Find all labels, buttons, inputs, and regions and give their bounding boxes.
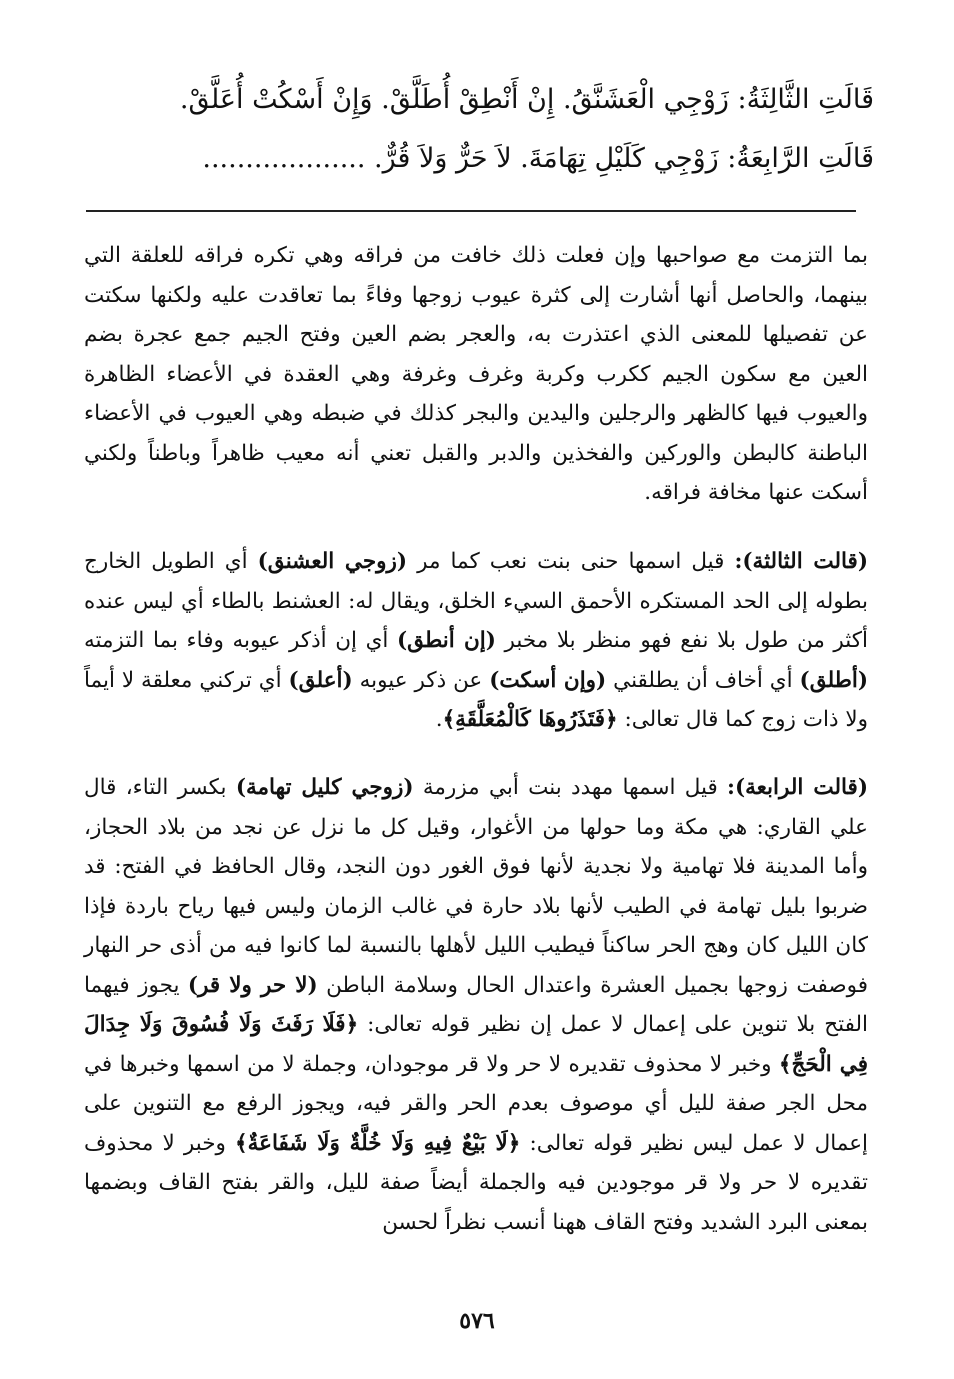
paragraph-text: يجوز فيهما الفتح بلا تنوين على إعمال لا عمل إن نظير قوله تعالى: xyxy=(84,972,869,1037)
paragraph-text: أي أخاف أن يطلقني xyxy=(606,667,800,693)
paragraph-text: وخبر لا محذوف تقديره لا حر ولا قر موجودان، وجملة لا من اسمها وخبرها في محل الجر صفة لليل أي موصوف بعدم الحر والقر فيه، ويجوز الرفع مع التنوين على إعمال لا عمل ليس نظير قوله تعالى: xyxy=(84,1051,868,1156)
quoted-phrase: (أعلق) xyxy=(288,667,353,693)
paragraph-text: أي تركني معلقة لا أيماً ولا ذات زوج كما قال تعالى: xyxy=(84,667,868,732)
commentary-paragraph-1: بما التزمت مع صواحبها وإن فعلت ذلك خافت من فراقه وهي تكره فراقه للعلقة التي بينهما، والحاصل أنها أشارت إلى كثرة عيوب زوجها وفاءً بما تعاقدت عليه ولكنها سكتت عن تفصيلها للمعنى الذي اعتذرت به، والعجر بضم العين وفتح الجيم جمع عجرة بضم العين مع سكون الجيم ككرب وكربة وغرف وغرفة وهي العقدة في الأعضاء الظاهرة والعيوب فيها كالظهر والرجلين واليدين والبجر كذلك في ضبطه وهي العيوب في الأعضاء الباطنة كالبطن والوركين والفخذين والدبر والقبل تعني أنه معيب ظاهراً وباطناً ولكني أسكت عنها مخافة فراقه. xyxy=(84,243,868,505)
paragraph-text: وخبر لا محذوف تقديره لا حر ولا قر موجودين فيه والجملة أيضاً صفة لليل، والقر بفتح القاف وبضمها بمعنى البرد الشديد وفتح القاف ههنا أنسب نظراً لحسن xyxy=(84,1130,868,1235)
commentary-paragraph-2 xyxy=(84,542,868,740)
commentary-paragraph-3 xyxy=(84,768,868,1242)
quoted-phrase: (أطلق) xyxy=(799,667,869,693)
paragraph-text: بكسر التاء، قال علي القاري: هي مكة وما حولها من الأغوار، وقيل كل ما نزل عن نجد من بلاد الحجاز، وأما المدينة فلا تهامية ولا نجدية لأنها فوق الغور دون النجد، وقال الحافظ في الفتح: قد ضربوا بليل تهامة في الطيب لأنها بلاد حارة في غالب الزمان وليس فيها رياح باردة فإذا كان الليل كان وهج الحر ساكناً فيطيب الليل لأهلها بالنسبة لما كانوا فيه من أذى حر النهار فوصفت زوجها بجميل العشرة واعتدال الحال وسلامة الباطن xyxy=(84,775,868,998)
hadith-verse-fourth: قَالَتِ الرَّابِعَةُ: زَوْجِي كَلَيْلِ تِهَامَةَ. لاَ حَرٌّ وَلاَ قُرٌّ. ................... xyxy=(202,143,874,174)
paragraph-text: . xyxy=(435,707,443,732)
quoted-phrase: (زوجي العشنق) xyxy=(257,549,408,574)
paragraph-text: عن ذكر عيوبه xyxy=(352,667,490,693)
quoted-phrase: (إن أنطق) xyxy=(397,628,496,653)
quoted-phrase: (لا حر ولا قر) xyxy=(187,972,318,998)
quran-quote: ﴿فَلَا رَفَثَ وَلَا فُسُوقَ وَلَا جِدَالَ فِي الْحَجِّ﴾ xyxy=(84,1012,868,1077)
paragraph-text: قيل اسمها حنى بنت نعب كما مر xyxy=(407,549,735,574)
hadith-verse-third: قَالَتِ الثَّالِثَةُ: زَوْجِي الْعَشَنَّقُ. إِنْ أَنْطِقْ أُطَلَّقْ. وَإِنْ أَسْكُتْ أُعَلَّقْ. xyxy=(179,84,874,115)
quoted-phrase: (وإن أسكت) xyxy=(489,667,607,693)
quran-quote: ﴿فَتَذَرُوهَا كَالْمُعَلَّقَةِ﴾ xyxy=(442,707,618,732)
paragraph-text: أي الطويل الخارج بطوله إلى الحد المستكره الأحمق السيء الخلق، ويقال له: العشنط بالطاء أي ليس عنده أكثر من طول بلا نفع فهو منظر بلا مخبر xyxy=(84,549,868,653)
quran-quote: ﴿لَا بَيْعٌ فِيهِ وَلَا خُلَّةٌ وَلَا شَفَاعَةٌ﴾ xyxy=(235,1130,521,1156)
separator-rule xyxy=(86,210,856,212)
page-number: ٥٧٦ xyxy=(459,1308,495,1334)
paragraph-text: أي إن أذكر عيوبه وفاء بما التزمته xyxy=(84,628,397,653)
speaker-label: (قالت الثالثة): xyxy=(734,549,868,574)
speaker-label: (قالت الرابعة): xyxy=(727,775,868,800)
paragraph-text: قيل اسمها مهدد بنت أبي مزرمة xyxy=(413,775,728,800)
quoted-phrase: (زوجي كليل تهامة) xyxy=(235,775,414,800)
